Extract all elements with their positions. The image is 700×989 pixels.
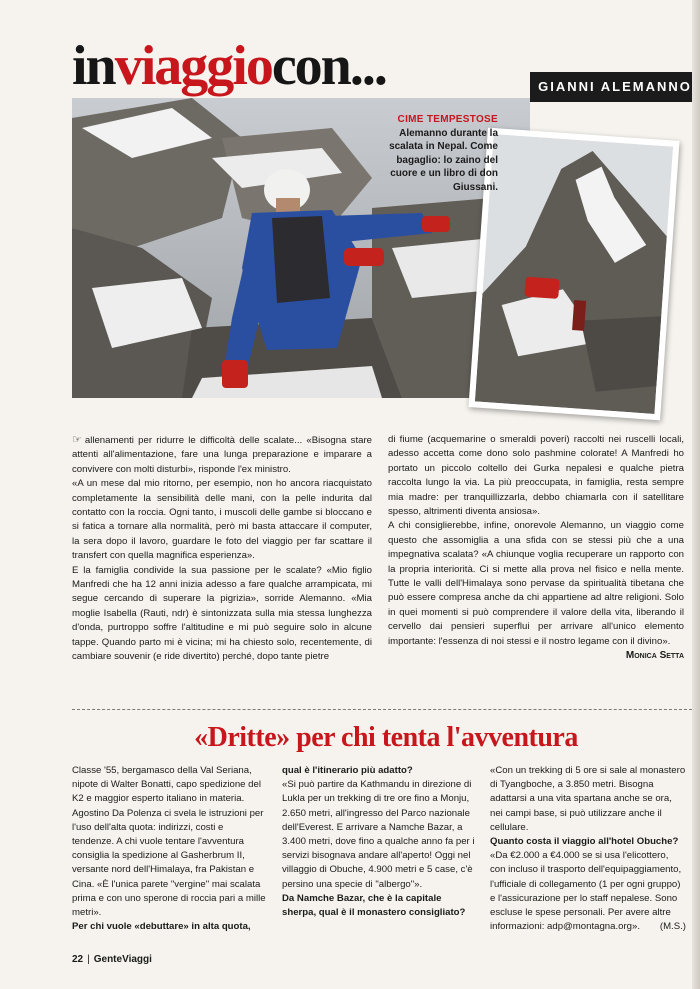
page-number: 22 (72, 954, 84, 965)
sidebar-col2-question-1: qual è l'itinerario più adatto? (282, 765, 413, 776)
sidebar-column-2 (282, 764, 478, 920)
page-footer (72, 954, 152, 965)
article-column-left (72, 433, 372, 665)
pointing-hand-icon: ☞ (72, 434, 82, 446)
sidebar-divider (72, 709, 692, 710)
sidebar-col2-text: «Si può partire da Kathmandu in direzione di Lukla per un trekking di tre ore fino a Monju, 2.650 metri, all'ingresso del Parco nazionale dell'Everest. E arrivare a Namche Bazar, a 3.400 metri, dove fino a qualche anno fa per i servizi bisognava andare all'aperto! Oggi nel villaggio di Obuche, 4.900 metri e 5 case, c'è persino una specie di "albergo"». (282, 779, 475, 890)
sidebar-col3-text-2-body: «Da €2.000 a €4.000 se si usa l'elicottero, con incluso il trasporto dell'equipaggiamento, l'ufficiale di collegamento (1 per ogni gruppo) e l'assicurazione per lo staff nepalese. Sono escluse le spese personali. Per avere altre informazioni: adp@montagna.org». (490, 850, 682, 933)
article-right-p1: di fiume (acquemarine o smeraldi poveri) raccolti nei ruscelli locali, adesso accetta come dono solo pashmine colorate! A Manfredi ho portato un piccolo coltello dei Gurka nepalesi e qualche pietra raccolta lungo la via. La più preoccupata, in famiglia, resta sempre mia madre: per tranquillizzarla, debbo chiamarla con il satellitare spesso, altrimenti diventa ansiosa». (388, 434, 684, 518)
masthead-part-viaggio: viaggio (114, 35, 272, 97)
sidebar-col1-text: Classe '55, bergamasco della Val Seriana, nipote di Walter Bonatti, capo spedizione del K2 e maggior esperto italiano in materia. Agostino Da Polenza ci svela le istruzioni per l'uso dell'alta quota: indirizzi, costi e tendenze. A chi vuole tentare l'avventura consiglia la spedizione al Gasherbrum II, versante nord dell'Himalaya, fra Pakistan e Cina. «È l'unica parete "vergine" mai scalata prima e con uno sperone di roccia pari a mille metri». (72, 765, 266, 919)
sidebar-col1-question: Per chi vuole «debuttare» in alta quota, (72, 921, 251, 933)
sidebar-col3-text-2 (490, 849, 686, 934)
article-column-right (388, 433, 684, 664)
article-left-p3: E la famiglia condivide la sua passione per le scalate? «Mio figlio Manfredi che ha 12 anni inizia adesso a fare qualche arrampicata, mi segue cercando di superare la pigrizia», sorride Alemanno. «Mia moglie Isabella (Rauti, ndr) è sintonizzata sulla mia stessa lunghezza d'onda, purtroppo soffre l'altitudine e mi può seguire solo in alcune tappe. Quando parto mi è vicina; mi ha chiesto solo, recentemente, di cambiare souvenir (e ride divertito) perché, dopo tante pietre (72, 564, 372, 663)
footer-separator: | (87, 954, 90, 965)
caption-title: CIME TEMPESTOSE (397, 114, 498, 125)
article-paragraph (72, 433, 372, 477)
article-left-p2: «A un mese dal mio ritorno, per esempio, non ho ancora riacquistato completamente la sensibilità delle mani, con la pelle indurita dal contatto con la roccia. Ogni tanto, i muscoli delle gambe si bloccano e si fatica a tornare alla normalità, però mi basta attaccare il computer, la sera dopo il lavoro, guardare le foto del viaggio per far scattare il transfert con quella magnifica esperienza». (72, 478, 372, 562)
sidebar-signature: (M.S.) (659, 921, 686, 933)
article-right-p2: A chi consiglierebbe, infine, onorevole Alemanno, un viaggio come questo che assomiglia a una sfida con se stessi più che a una impegnativa scalata? «A chiunque voglia recuperare un rapporto con la propria interiorità. Ci si mette alla prova nel fisico e nella mente. Tutte le valli dell'Himalaya sono pervase da spiritualità tibetana che può essere compresa anche da chi appartiene ad altre religioni. Solo in quei momenti si può comprendere il valore della vita, liberando il cervello dai pensieri superflui per arrivare all'unico elemento importante: l'essenza di noi stessi e il nostro legame con il divino». (388, 520, 684, 647)
article-left-p1: allenamenti per ridurre le difficoltà delle scalate... «Bisogna stare attenti all'alimentazione, fare una lunga preparazione e imparare a convivere con molti disturbi», risponde l'ex ministro. (72, 435, 372, 475)
sidebar-column-1 (72, 764, 268, 934)
inset-photo-ridge (468, 128, 679, 421)
ridge-illustration (475, 134, 673, 414)
sidebar-title: «Dritte» per chi tenta l'avventura (194, 722, 578, 753)
photo-caption (368, 113, 498, 194)
page-edge-shadow (692, 0, 700, 989)
sidebar-col3-question: Quanto costa il viaggio all'hotel Obuche? (490, 836, 679, 848)
article-signature: Monica Setta (625, 650, 684, 662)
masthead-part-con: con... (271, 35, 386, 97)
masthead-part-in: in (72, 35, 115, 97)
sidebar-col2-question-2: Da Namche Bazar, che è la capitale sherpa, qual è il monastero consigliato? (282, 892, 466, 919)
sidebar-col3-text-1: «Con un trekking di 5 ore si sale al monastero di Tyangboche, a 3.850 metri. Bisogna adattarsi a una vita spartana anche se ora, nei campi base, si può utilizzare anche il cellulare. (490, 765, 686, 833)
author-bar: GIANNI ALEMANNO (530, 72, 700, 102)
caption-text: Alemanno durante la scalata in Nepal. Come bagaglio: lo zaino del cuore e un libro di don Giussani. (389, 127, 498, 193)
section-masthead (72, 35, 386, 97)
sidebar-column-3 (490, 764, 686, 934)
magazine-name: GenteViaggi (93, 954, 152, 965)
